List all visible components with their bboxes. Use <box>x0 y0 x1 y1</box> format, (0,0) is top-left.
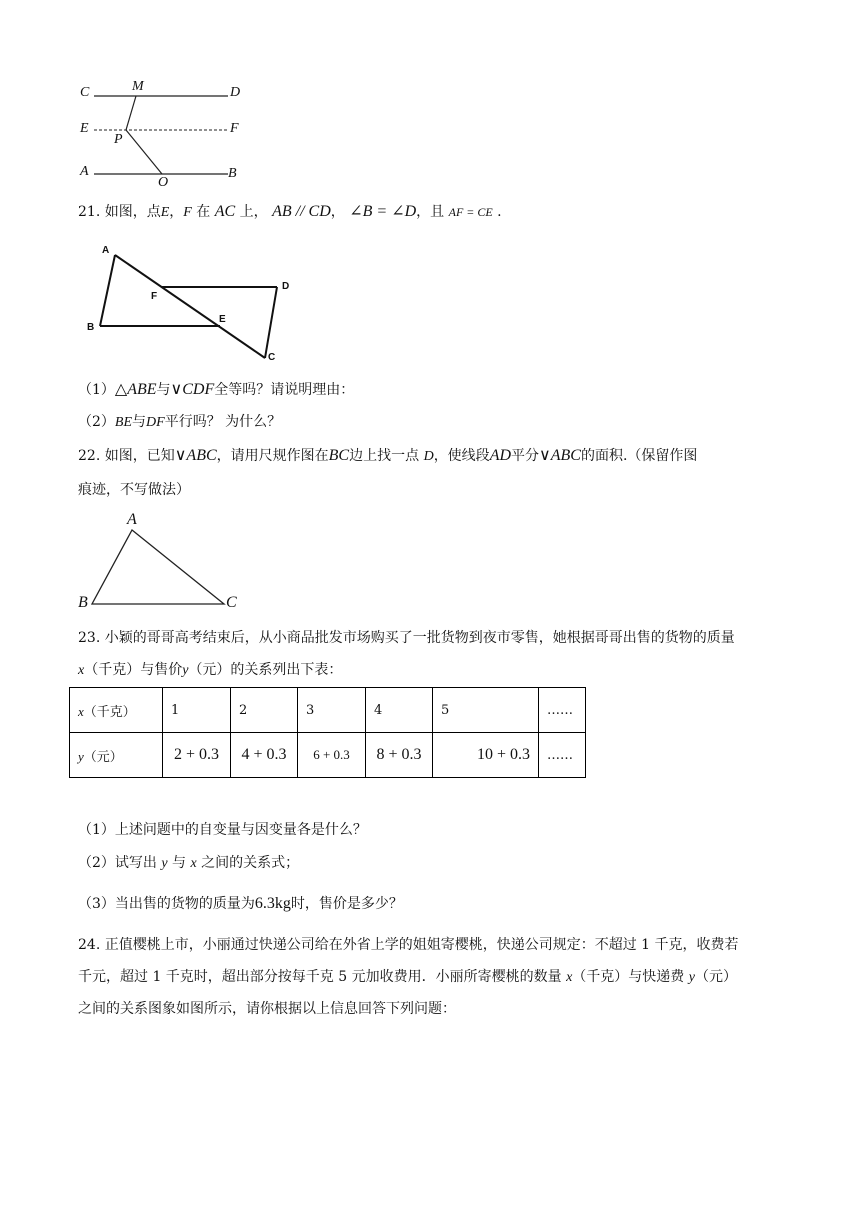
table-row <box>70 688 586 733</box>
q21-part2-be: BE <box>114 415 133 430</box>
q21-label-e: E <box>219 314 226 325</box>
label-o: O <box>158 175 169 190</box>
q21-text-a: 如图，点 <box>104 204 161 220</box>
q23-part2-a: （2）试写出 <box>78 855 157 871</box>
label-c: C <box>80 85 90 100</box>
q24-line1-text: 正值樱桃上市，小丽通过快递公司给在外省上学的姐姐寄樱桃，快递公司规定：不超过 1 千克，收费若 <box>104 937 739 953</box>
q23-part1-text: （1）上述问题中的自变量与因变量各是什么？ <box>78 822 367 838</box>
q22-triangle-abc-2: ∨ABC <box>539 447 581 464</box>
q22-label-a: A <box>127 511 137 528</box>
q23-part2-y: y <box>161 856 168 871</box>
q21-label-d: D <box>282 281 290 292</box>
q22-figure <box>74 510 254 614</box>
q21-part2 <box>78 411 281 434</box>
q21-label-b: B <box>87 322 95 333</box>
table-header-x-unit: （千克） <box>83 704 136 720</box>
q21-part2-df: DF <box>146 415 165 430</box>
q22-text-f: 的面积.（保留作图 <box>580 448 698 464</box>
q22-text-e: 平分 <box>511 448 540 464</box>
q21-text-c: 上， <box>239 204 268 220</box>
q21-point-f: F <box>183 205 192 220</box>
label-m: M <box>132 79 144 94</box>
q21-triangles-diagram <box>80 240 310 370</box>
q24-line3 <box>78 998 456 1020</box>
q24-number: 24. <box>78 937 101 953</box>
q24-line2-b: （千克）与快递费 <box>572 969 685 985</box>
q22-point-d: D <box>423 449 434 464</box>
table-cell: 4 + 0.3 <box>231 733 298 778</box>
q21-part1 <box>78 379 354 401</box>
q21-label-c: C <box>268 352 276 363</box>
q21-sep2: ， <box>330 204 345 220</box>
figure-parallel-lines <box>70 76 260 192</box>
table-cell: 6 + 0.3 <box>298 733 366 778</box>
q24-line3-text: 之间的关系图象如图所示，请你根据以上信息回答下列问题： <box>78 1001 456 1017</box>
q22-segment-ad: AD <box>489 447 512 464</box>
q24-var-y: y <box>688 970 695 985</box>
table-cell: 10 + 0.3 <box>433 733 539 778</box>
q24-line1 <box>78 934 739 956</box>
q21-text-d: ，且 <box>416 204 445 220</box>
table-header-y-unit: （元） <box>83 749 123 765</box>
q21-part1-triangle-cdf: ∨CDF <box>170 381 215 398</box>
q24-line2-c: （元） <box>694 969 737 985</box>
table-cell: 2 <box>231 688 298 733</box>
q23-line2-a: （千克）与售价 <box>84 662 183 678</box>
q23-number: 23. <box>78 630 101 646</box>
q23-part3 <box>78 893 403 915</box>
q23-line2-b: （元）的关系列出下表： <box>188 662 343 678</box>
q22-stem-line1 <box>78 445 697 468</box>
q21-point-e: E <box>160 205 170 220</box>
q23-part3-value: 6.3kg <box>254 895 291 912</box>
table-header-x: x（千克） <box>70 688 163 733</box>
q22-stem-line2 <box>78 479 190 501</box>
q21-stem <box>78 201 502 224</box>
table-cell: 3 <box>298 688 366 733</box>
q21-equal-statement: AF = CE <box>448 205 493 219</box>
q24-line2 <box>78 966 737 989</box>
q21-end: . <box>497 204 502 220</box>
q24-line2-a: 千元，超过 1 千克时，超出部分按每千克 5 元加收费用．小丽所寄樱桃的数量 <box>78 969 562 985</box>
q23-stem-line2 <box>78 659 342 682</box>
q23-part2 <box>78 852 299 875</box>
q23-part3-a: （3）当出售的货物的质量为 <box>78 896 255 912</box>
q21-label-f: F <box>151 291 158 302</box>
label-p: P <box>114 132 123 147</box>
q21-parallel-statement: AB // CD <box>272 203 331 220</box>
q21-sep1: ， <box>169 204 184 220</box>
q23-part1 <box>78 819 367 841</box>
q21-part1-mid: 与 <box>156 382 171 398</box>
q22-label-b: B <box>78 594 88 611</box>
q22-text-c: 边上找一点 <box>349 448 420 464</box>
table-cell: 4 <box>366 688 433 733</box>
q22-triangle-abc: ∨ABC <box>174 447 217 464</box>
q21-text-b: 在 <box>196 204 211 220</box>
q21-part2-mid: 与 <box>132 414 147 430</box>
label-f: F <box>230 121 239 136</box>
q22-text-d: ，使线段 <box>433 448 490 464</box>
table-cell: 8 + 0.3 <box>366 733 433 778</box>
q22-side-bc: BC <box>328 447 350 464</box>
q22-text-a: 如图，已知 <box>104 448 175 464</box>
table-cell: …… <box>539 688 586 733</box>
q23-part2-b: 与 <box>172 855 187 871</box>
label-d: D <box>230 85 241 100</box>
table-header-y: y（元） <box>70 733 163 778</box>
q21-part2-num: （2） <box>78 414 115 430</box>
table-cell: 5 <box>433 688 539 733</box>
q21-part1-end: 全等吗？请说明理由： <box>214 382 355 398</box>
q22-line2: 痕迹，不写做法） <box>78 482 190 498</box>
q21-part1-triangle-abe: △ABE <box>114 381 157 398</box>
q23-part2-c: 之间的关系式； <box>201 855 300 871</box>
q23-line1: 小颖的哥哥高考结束后，从小商品批发市场购买了一批货物到夜市零售，她根据哥哥出售的货物的质量 <box>104 630 735 646</box>
label-e: E <box>80 121 89 136</box>
label-b: B <box>228 166 237 181</box>
q23-var-y: y <box>182 663 189 678</box>
q22-text-b: ，请用尺规作图在 <box>216 448 329 464</box>
q23-data-table <box>69 687 586 778</box>
table-cell: 1 <box>163 688 231 733</box>
label-a: A <box>80 164 89 179</box>
q21-figure <box>80 240 310 370</box>
table-row <box>70 733 586 778</box>
q23-var-x: x <box>78 663 85 678</box>
q24-var-x: x <box>566 970 573 985</box>
q21-angle-statement: ∠B = ∠D <box>349 203 417 220</box>
q23-stem-line1 <box>78 627 735 649</box>
q21-label-a: A <box>102 245 110 256</box>
q23-part3-b: 时，售价是多少？ <box>290 896 403 912</box>
q21-number: 21. <box>78 204 101 220</box>
q21-segment-ac: AC <box>214 203 236 220</box>
q22-number: 22. <box>78 448 101 464</box>
q21-part1-num: （1） <box>78 382 115 398</box>
q21-part2-end: 平行吗？ 为什么？ <box>164 414 282 430</box>
table-cell: 2 + 0.3 <box>163 733 231 778</box>
table-cell: …… <box>539 733 586 778</box>
q23-part2-x: x <box>190 856 197 871</box>
q22-label-c: C <box>226 594 237 611</box>
